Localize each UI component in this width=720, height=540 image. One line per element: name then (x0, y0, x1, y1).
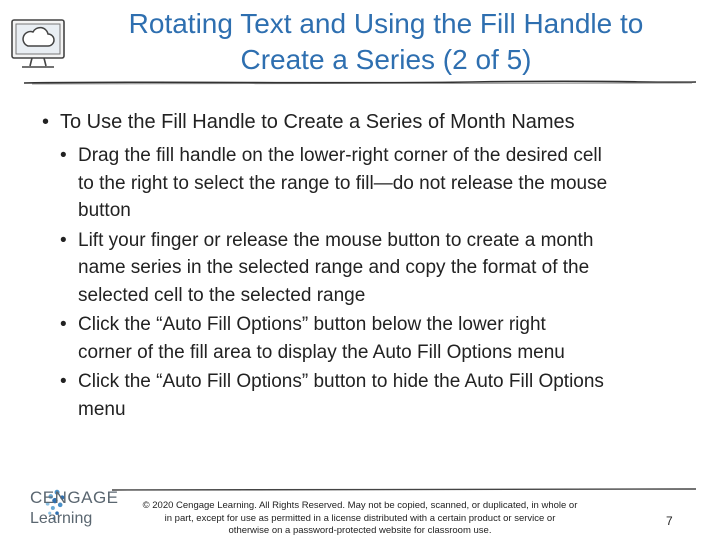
sub-bullet-3-line-1: Click the “Auto Fill Options” button below the lower right (78, 314, 546, 335)
copyright-line-1: © 2020 Cengage Learning. All Rights Reserved. May not be copied, scanned, or duplicated, in whole or (142, 500, 578, 511)
monitor-cloud-icon (6, 12, 70, 72)
sub-bullet-2 (60, 227, 702, 310)
bullet-marker: • (60, 314, 67, 335)
sub-bullet-2-line-3: selected cell to the selected range (78, 284, 366, 306)
copyright-line-3: otherwise on a password-protected website for classroom use. (228, 525, 492, 536)
sub-bullet-4-line-2: menu (78, 398, 126, 420)
sub-bullet-4 (60, 368, 702, 423)
sub-bullet-3-line-2: corner of the fill area to display the Auto Fill Options menu (78, 341, 565, 363)
footer-divider (110, 486, 698, 494)
sub-bullet-4-line-1: Click the “Auto Fill Options” button to hide the Auto Fill Options (78, 371, 604, 392)
bullet-marker: • (60, 229, 67, 251)
title-divider (22, 78, 698, 88)
main-bullet-text: To Use the Fill Handle to Create a Series of Month Names (60, 111, 575, 133)
copyright-notice (110, 500, 610, 538)
brand-name: CENGAGE (30, 488, 119, 507)
bullet-marker: • (42, 111, 50, 133)
sub-bullet-2-line-1: Lift your finger or release the mouse button to create a month (78, 229, 594, 251)
sub-bullet-1-line-1: Drag the fill handle on the lower-right corner of the desired cell (78, 145, 602, 166)
sub-bullet-1-line-3: button (78, 200, 131, 221)
sub-bullet-1 (60, 142, 702, 225)
sub-bullet-2-line-2: name series in the selected range and copy the format of the (78, 257, 590, 278)
bullet-marker: • (60, 371, 67, 392)
title-line-1: Rotating Text and Using the Fill Handle to (128, 8, 644, 39)
slide-title (78, 6, 694, 78)
copyright-line-2: in part, except for use as permitted in a license distributed with a certain product or service or (164, 512, 556, 524)
main-bullet (42, 108, 702, 136)
bullet-marker: • (60, 145, 67, 166)
page-number: 7 (666, 514, 673, 528)
sub-bullet-1-line-2: to the right to select the range to fill—do not release the mouse (78, 172, 608, 194)
title-line-2: Create a Series (2 of 5) (240, 44, 532, 75)
sub-bullet-3 (60, 311, 702, 366)
brand-subname: Learning (30, 510, 93, 527)
slide-body (42, 108, 702, 425)
